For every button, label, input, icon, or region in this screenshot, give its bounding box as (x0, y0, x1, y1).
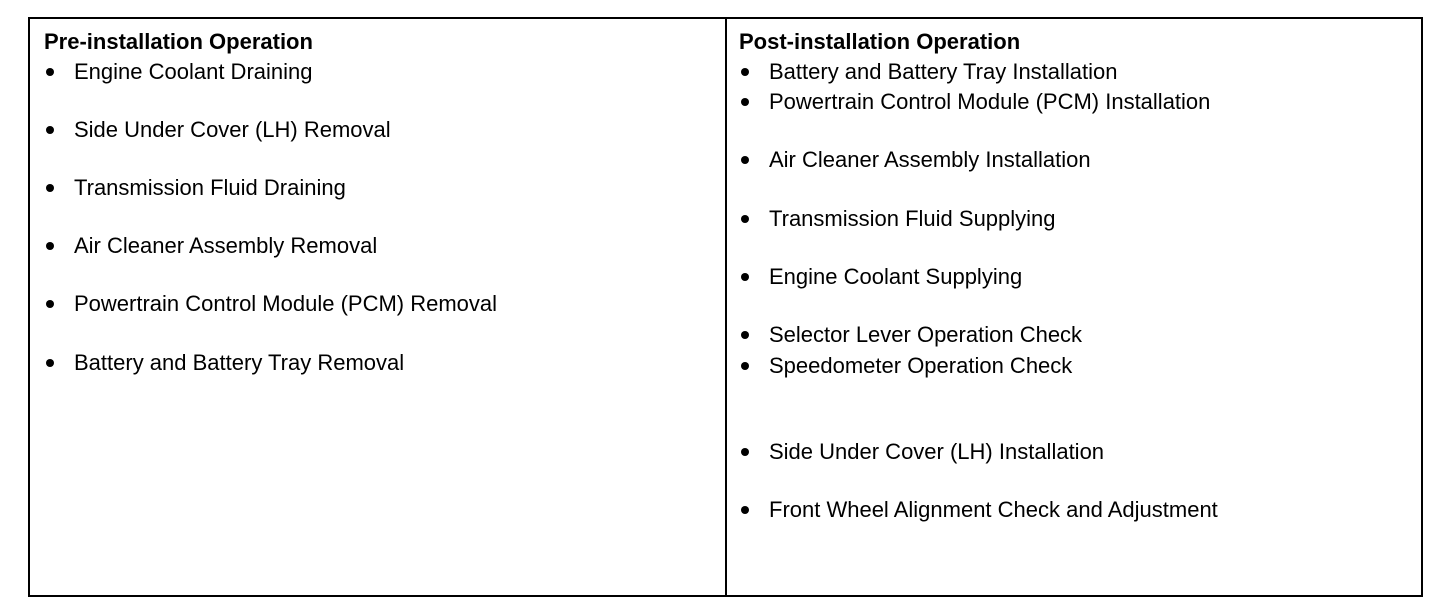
bullet-icon (46, 300, 54, 308)
bullet-icon (741, 156, 749, 164)
bullet-icon (741, 273, 749, 281)
list-item-text: Transmission Fluid Supplying (769, 206, 1056, 231)
pre-installation-column (30, 19, 727, 595)
list-item-text: Front Wheel Alignment Check and Adjustment (769, 497, 1218, 522)
list-item (739, 58, 1118, 86)
list-item-text: Powertrain Control Module (PCM) Installation (769, 89, 1211, 114)
bullet-icon (741, 448, 749, 456)
bullet-icon (741, 331, 749, 339)
operations-table (28, 17, 1423, 597)
list-item-text: Side Under Cover (LH) Removal (74, 117, 391, 142)
list-item (739, 321, 1082, 349)
bullet-icon (741, 506, 749, 514)
post-installation-heading: Post-installation Operation (739, 29, 1021, 54)
list-item-text: Battery and Battery Tray Removal (74, 350, 405, 375)
bullet-icon (46, 184, 54, 192)
post-installation-column (727, 19, 1421, 595)
list-item-text: Selector Lever Operation Check (769, 322, 1083, 347)
list-item-text: Transmission Fluid Draining (74, 175, 346, 200)
bullet-icon (46, 242, 54, 250)
list-item (44, 116, 391, 144)
list-item (739, 205, 1056, 233)
list-item (44, 174, 346, 202)
list-item-text: Engine Coolant Supplying (769, 264, 1023, 289)
list-item-text: Engine Coolant Draining (74, 59, 313, 84)
list-item (44, 232, 377, 260)
bullet-icon (741, 68, 749, 76)
bullet-icon (741, 362, 749, 370)
bullet-icon (741, 98, 749, 106)
list-item (44, 349, 404, 377)
list-item (739, 352, 1072, 380)
list-item-text: Powertrain Control Module (PCM) Removal (74, 291, 498, 316)
list-item-text: Speedometer Operation Check (769, 353, 1073, 378)
list-item (739, 88, 1210, 116)
bullet-icon (46, 359, 54, 367)
list-item (739, 263, 1022, 291)
list-item-text: Side Under Cover (LH) Installation (769, 439, 1105, 464)
list-item-text: Air Cleaner Assembly Installation (769, 147, 1091, 172)
bullet-icon (46, 68, 54, 76)
list-item (44, 58, 313, 86)
pre-installation-heading: Pre-installation Operation (44, 29, 313, 54)
list-item (739, 496, 1218, 524)
list-item-text: Air Cleaner Assembly Removal (74, 233, 378, 258)
bullet-icon (741, 215, 749, 223)
list-item (739, 146, 1091, 174)
list-item (739, 438, 1104, 466)
bullet-icon (46, 126, 54, 134)
list-item (44, 290, 497, 318)
list-item-text: Battery and Battery Tray Installation (769, 59, 1118, 84)
